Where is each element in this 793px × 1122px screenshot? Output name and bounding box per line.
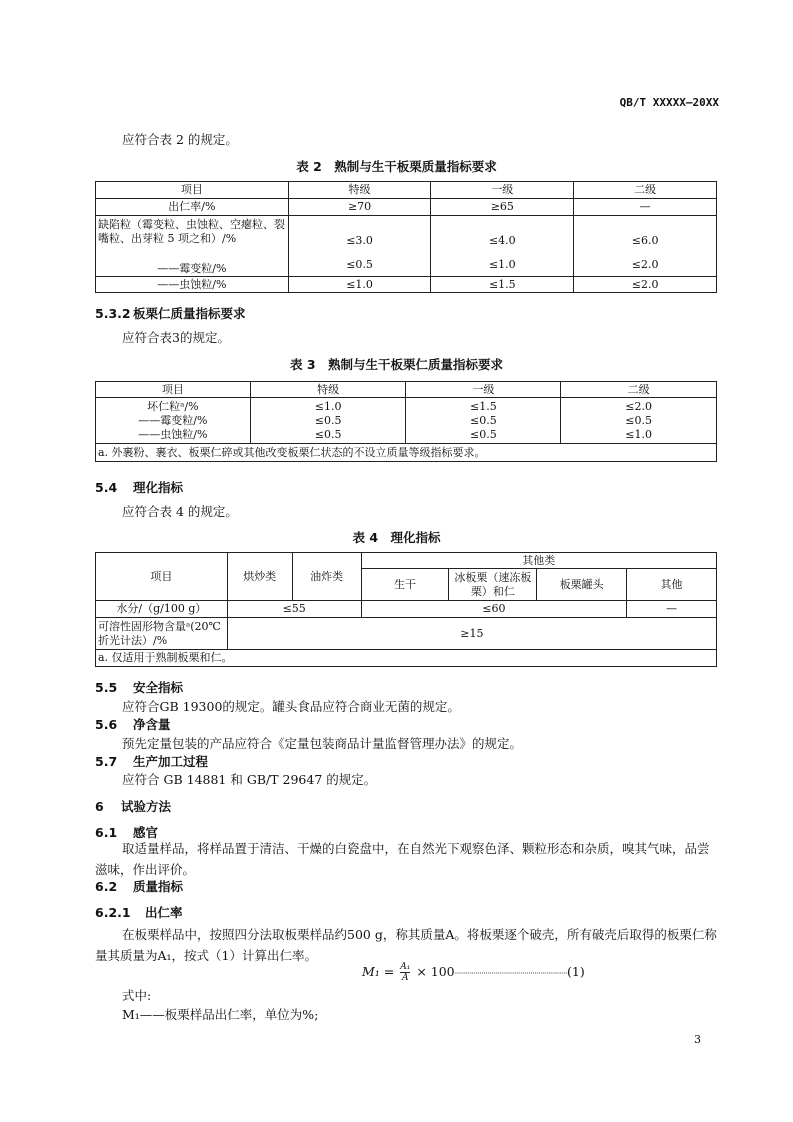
table3-value: ≤0.5 [625, 413, 652, 427]
section-heading: 5.5 安全指标 [95, 680, 184, 695]
paragraph: 应符合表3的规定。 [122, 330, 230, 345]
paragraph: 在板栗样品中，按照四分法取板栗样品约500 g，称其质量A。将板栗逐个破壳，所有破壳后取得的板栗仁称量其质量为A₁，按式（1）计算出仁率。 [95, 927, 717, 963]
table4-header-other: 其他类 [361, 553, 716, 569]
table3-footnote: a. 外裹粉、裹衣、板栗仁碎或其他改变板栗仁状态的不设立质量等级指标要求。 [96, 444, 717, 462]
table2-cell: — [574, 199, 717, 216]
formula-leader-dots: ······················································· [454, 969, 568, 978]
table3 [95, 381, 717, 462]
formula-rhs: × 100 [416, 964, 455, 979]
formula-fraction [400, 962, 410, 983]
table4-subheader: 生干 [361, 569, 449, 601]
paragraph: 应符合 GB 14881 和 GB/T 29647 的规定。 [122, 772, 377, 787]
table4-header-fry: 油炸类 [292, 553, 361, 601]
table3-item: ——虫蚀粒/% [138, 427, 208, 441]
paragraph: 预先定量包装的产品应符合《定量包装商品计量监督管理办法》的规定。 [122, 736, 523, 751]
section-heading: 5.3.2 板栗仁质量指标要求 [95, 306, 246, 321]
table4-cell: — [627, 601, 717, 618]
section-heading: 5.4 理化指标 [95, 480, 184, 495]
table4-subheader: 板栗罐头 [537, 569, 627, 601]
table4-cell: 可溶性固形物含量ᵃ(20℃折光计法）/% [96, 618, 228, 650]
table3-caption: 表 3 熟制与生干板栗仁质量指标要求 [289, 357, 504, 372]
table2-value: ≤4.0 [488, 234, 516, 247]
table3-cell [406, 398, 561, 444]
table3-value: ≤1.0 [625, 427, 652, 441]
table2-cell [96, 216, 289, 277]
formula-denominator: A [402, 973, 409, 983]
section-heading: 5.6 净含量 [95, 717, 171, 732]
table4-subheader: 其他 [627, 569, 717, 601]
table2-defect-label: 缺陷粒（霉变粒、虫蚀粒、空瘪粒、裂嘴粒、出芽粒 5 项之和）/% [98, 218, 285, 245]
table4-cell: ≤55 [227, 601, 361, 618]
section-heading: 6 试验方法 [95, 799, 172, 814]
table2-cell: ≥65 [431, 199, 574, 216]
table2-cell [288, 216, 431, 277]
table2-cell: 出仁率/% [96, 199, 289, 216]
table2-cell: ≤1.0 [288, 277, 431, 293]
equation-number: (1) [567, 964, 585, 979]
formula-numerator: A₁ [400, 962, 411, 972]
table2-value: ≤1.0 [488, 258, 516, 271]
table4 [95, 552, 717, 667]
table4-cell: ≥15 [227, 618, 716, 650]
table4-footnote: a. 仅适用于熟制板栗和仁。 [96, 650, 717, 667]
table3-value: ≤1.0 [314, 399, 342, 413]
standard-code: QB/T XXXXX—20XX [619, 96, 719, 109]
table4-caption: 表 4 理化指标 [352, 530, 441, 545]
section-heading: 6.1 感官 [95, 825, 159, 840]
table3-header-item: 项目 [96, 382, 251, 398]
table2 [95, 181, 717, 293]
page-number: 3 [694, 1033, 701, 1046]
table4-header-item: 项目 [96, 553, 228, 601]
table4-header-roast: 烘炒类 [227, 553, 292, 601]
table3-value: ≤2.0 [625, 399, 652, 413]
table2-header-grade: 一级 [431, 182, 574, 199]
table2-header-grade: 特级 [288, 182, 431, 199]
table2-caption: 表 2 熟制与生干板栗质量指标要求 [296, 159, 497, 174]
formula [362, 962, 718, 983]
table3-value: ≤0.5 [314, 413, 342, 427]
table2-value: ≤0.5 [346, 258, 373, 271]
paragraph: 应符合GB 19300的规定。罐头食品应符合商业无菌的规定。 [122, 699, 460, 714]
table2-cell [431, 216, 574, 277]
where-label: 式中: [122, 988, 152, 1003]
table4-cell: 水分/（g/100 g） [96, 601, 228, 618]
table3-value: ≤0.5 [314, 427, 342, 441]
paragraph: 应符合表 4 的规定。 [122, 504, 238, 519]
table2-cell: ≤2.0 [574, 277, 717, 293]
section-heading: 5.7 生产加工过程 [95, 754, 209, 769]
table2-cell: ≥70 [288, 199, 431, 216]
table4-subheader: 冰板栗（速冻板栗）和仁 [449, 569, 537, 601]
table2-header-item: 项目 [96, 182, 289, 199]
table2-value: ≤2.0 [631, 258, 659, 271]
table2-header-grade: 二级 [574, 182, 717, 199]
table2-value: ≤3.0 [346, 234, 373, 247]
section-heading: 6.2.1 出仁率 [95, 905, 183, 920]
section-heading: 6.2 质量指标 [95, 879, 184, 894]
table3-item: 坏仁粒ᵃ/% [147, 399, 199, 413]
table3-value: ≤1.5 [469, 399, 497, 413]
table3-cell [96, 398, 251, 444]
table3-cell [250, 398, 406, 444]
table2-sub-label: ——霉变粒/% [157, 262, 227, 275]
definition: M₁——板栗样品出仁率，单位为%; [122, 1007, 319, 1022]
table3-cell [561, 398, 717, 444]
paragraph: 应符合表 2 的规定。 [122, 132, 238, 147]
paragraph: 取适量样品，将样品置于清洁、干燥的白瓷盘中，在自然光下观察色泽、颗粒形态和杂质，嗅其气味，品尝滋味，作出评价。 [95, 841, 710, 877]
table3-header-grade: 特级 [250, 382, 406, 398]
table2-cell [574, 216, 717, 277]
table3-header-grade: 一级 [406, 382, 561, 398]
table3-header-grade: 二级 [561, 382, 717, 398]
table4-cell: ≤60 [361, 601, 627, 618]
table3-value: ≤0.5 [469, 427, 497, 441]
table2-cell: ≤1.5 [431, 277, 574, 293]
table2-value: ≤6.0 [631, 234, 659, 247]
table3-value: ≤0.5 [469, 413, 497, 427]
table3-item: ——霉变粒/% [138, 413, 208, 427]
table2-cell: ——虫蚀粒/% [96, 277, 289, 293]
formula-lhs: M₁ = [362, 964, 399, 979]
